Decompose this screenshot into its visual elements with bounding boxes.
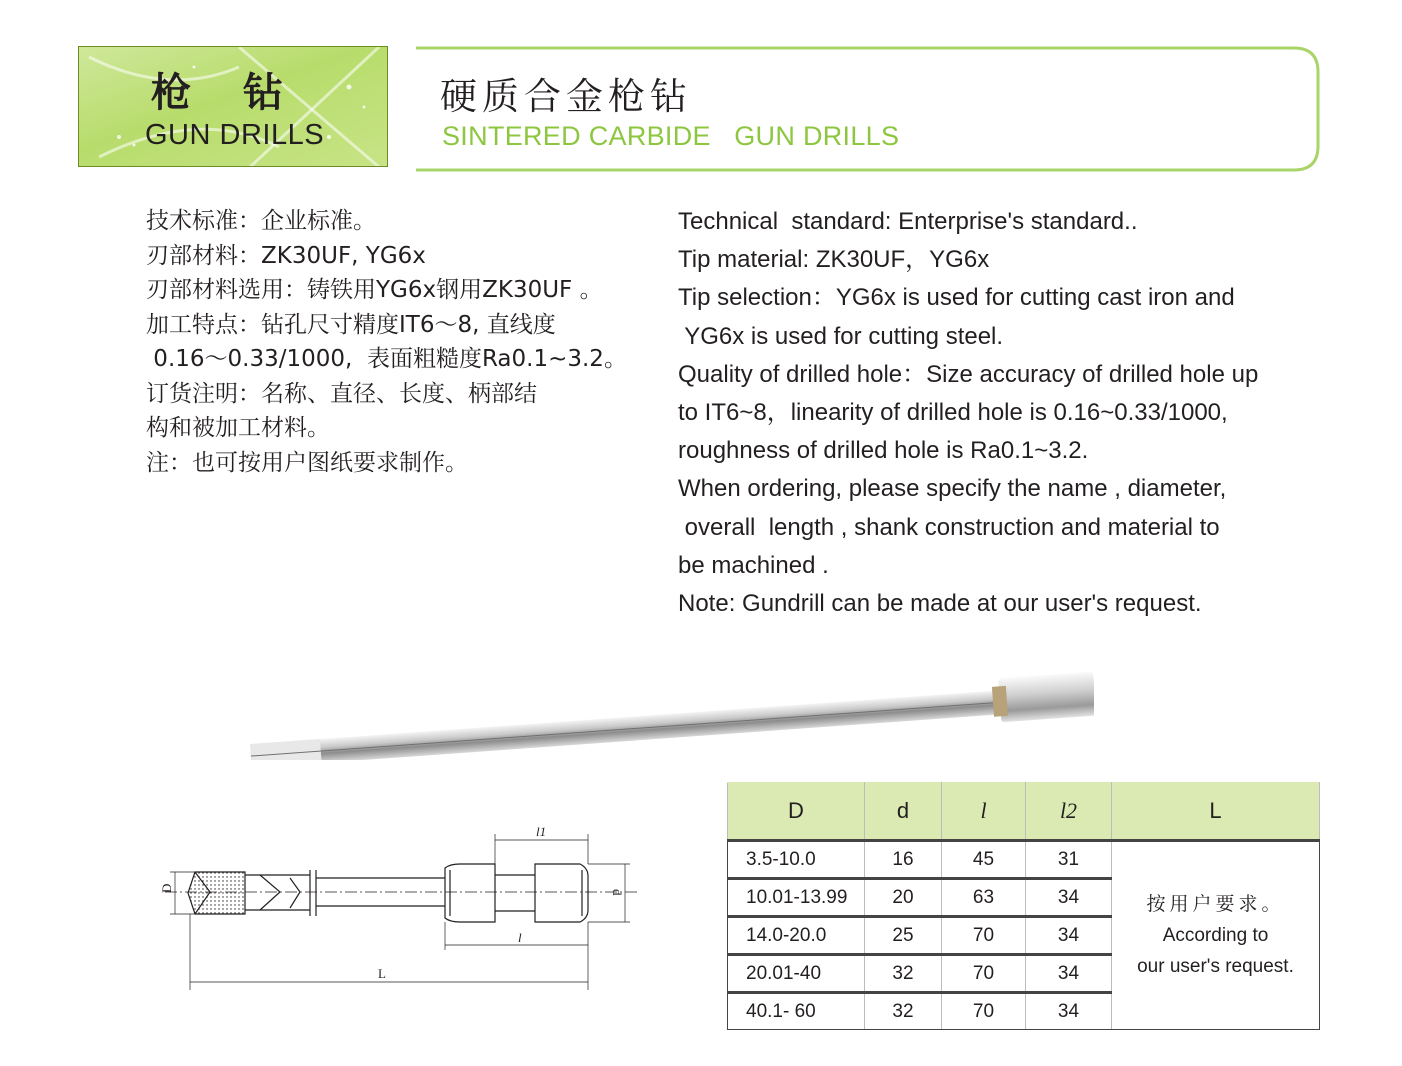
- cell-l2: 34: [1026, 917, 1112, 955]
- cell-d: 20: [865, 879, 942, 917]
- drawing-label-l1: l1: [536, 824, 547, 839]
- spec-cn-line: 注：也可按用户图纸要求制作。: [146, 449, 468, 476]
- spec-en-line: Tip material: ZK30UF，YG6x: [678, 246, 990, 274]
- drawing-label-d: d: [610, 889, 625, 896]
- cell-l2: 31: [1026, 841, 1112, 879]
- cell-l2: 34: [1026, 955, 1112, 993]
- page-title-en: SINTERED CARBIDE GUN DRILLS: [442, 121, 900, 151]
- col-header-d: d: [865, 783, 942, 841]
- cell-d: 32: [865, 993, 942, 1030]
- drawing-label-D: D: [159, 883, 174, 893]
- spec-cn-line: 订货注明：名称、直径、长度、柄部结: [146, 380, 537, 407]
- col-header-l2: l2: [1026, 783, 1112, 841]
- cell-l: 70: [942, 993, 1026, 1030]
- spec-en-line: Tip selection：YG6x is used for cutting cast iron and: [678, 284, 1235, 312]
- spec-en-line: Note: Gundrill can be made at our user's request.: [678, 590, 1202, 618]
- spec-cn-line: 刃部材料选用：铸铁用YG6x钢用ZK30UF 。: [146, 277, 603, 303]
- cell-d: 32: [865, 955, 942, 993]
- cell-D: 10.01-13.99: [728, 879, 865, 917]
- spec-table: [727, 782, 1320, 1030]
- cell-l: 63: [942, 879, 1026, 917]
- spec-cn-line: 技术标准：企业标准。: [146, 208, 376, 234]
- spec-cn-line: 加工特点：钻孔尺寸精度IT6～8, 直线度: [146, 311, 556, 338]
- drawing-label-L: L: [378, 966, 386, 981]
- spec-en-line: to IT6~8，linearity of drilled hole is 0.16~0.33/1000,: [678, 399, 1228, 427]
- drawing-label-l: l: [518, 930, 522, 945]
- cell-d: 25: [865, 917, 942, 955]
- spec-text-cn: [146, 204, 676, 480]
- spec-en-line: roughness of drilled hole is Ra0.1~3.2.: [678, 437, 1089, 465]
- badge-title-cn: 枪钻: [151, 70, 335, 116]
- spec-text-en: [678, 203, 1378, 623]
- cell-l2: 34: [1026, 879, 1112, 917]
- cell-D: 14.0-20.0: [728, 917, 865, 955]
- col-header-L: L: [1112, 783, 1320, 841]
- col-header-l: l: [942, 783, 1026, 841]
- cell-l: 45: [942, 841, 1026, 879]
- spec-en-line: When ordering, please specify the name , diameter,: [678, 475, 1227, 503]
- cell-l: 70: [942, 917, 1026, 955]
- spec-en-line: YG6x is used for cutting steel.: [678, 322, 1004, 350]
- page-title-cn: 硬质合金枪钻: [440, 75, 692, 118]
- table-header-row: [728, 783, 1320, 841]
- category-badge: [78, 46, 388, 167]
- table-row: [728, 841, 1320, 879]
- L-note-en-1: According to: [1162, 925, 1269, 946]
- cell-D: 20.01-40: [728, 955, 865, 993]
- spec-cn-line: 构和被加工材料。: [146, 415, 330, 441]
- col-header-D: D: [728, 783, 865, 841]
- gun-drill-photo: [244, 640, 1094, 760]
- cell-L-merged: [1112, 841, 1320, 1030]
- cell-D: 3.5-10.0: [728, 841, 865, 879]
- L-note-en-2: our user's request.: [1137, 956, 1294, 977]
- spec-cn-line: 0.16～0.33/1000, 表面粗糙度Ra0.1~3.2。: [146, 346, 627, 372]
- L-note-cn: 按用户要求。: [1146, 893, 1285, 915]
- gun-drill-drawing: [150, 820, 650, 1010]
- spec-en-line: overall length , shank construction and material to: [678, 513, 1220, 541]
- cell-d: 16: [865, 841, 942, 879]
- spec-en-line: be machined .: [678, 551, 829, 579]
- cell-l2: 34: [1026, 993, 1112, 1030]
- spec-en-line: Technical standard: Enterprise's standard..: [678, 208, 1138, 235]
- cell-l: 70: [942, 955, 1026, 993]
- badge-title-en: GUN DRILLS: [145, 119, 325, 151]
- spec-cn-line: 刃部材料：ZK30UF, YG6x: [146, 242, 426, 269]
- spec-en-line: Quality of drilled hole：Size accuracy of drilled hole up: [678, 360, 1259, 388]
- cell-D: 40.1- 60: [728, 993, 865, 1030]
